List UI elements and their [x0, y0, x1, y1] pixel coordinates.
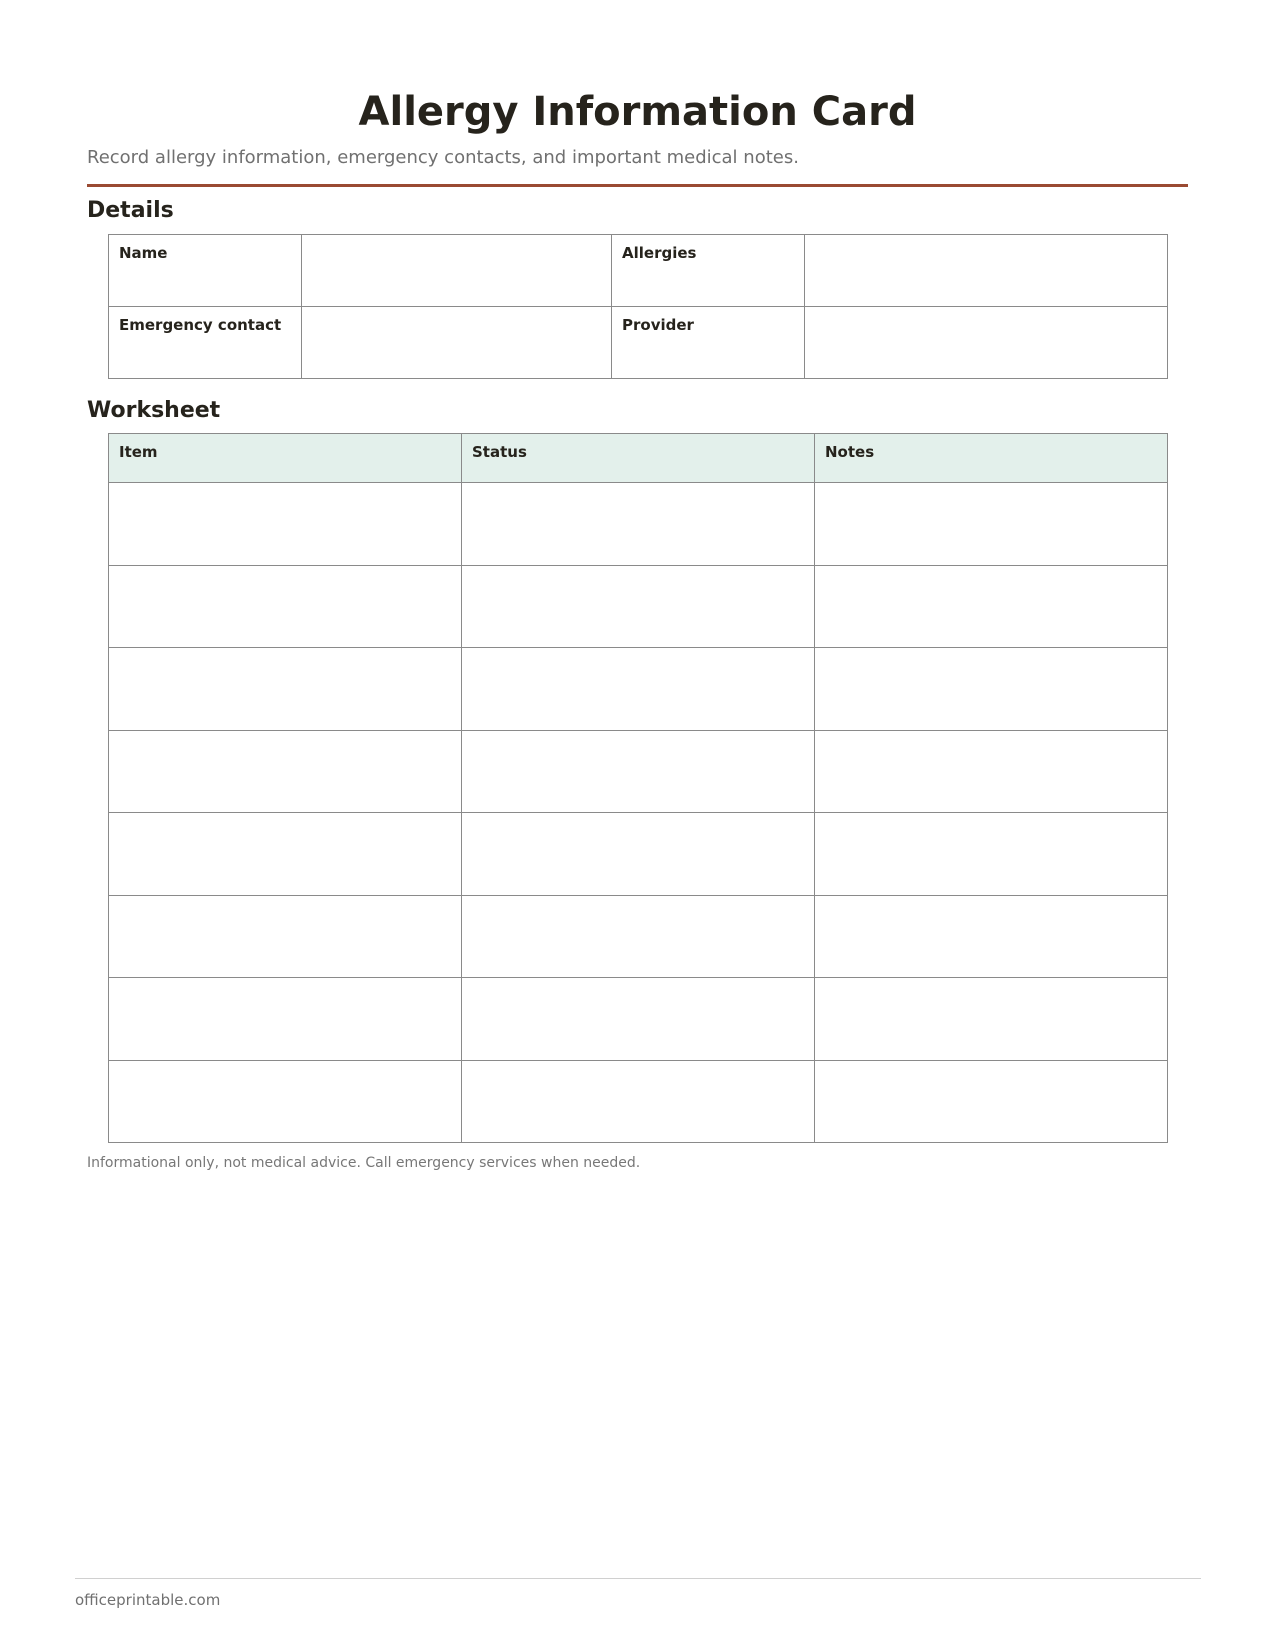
cell-status[interactable]	[462, 648, 815, 731]
footer-site: officeprintable.com	[75, 1591, 221, 1609]
details-label-provider: Provider	[612, 307, 805, 379]
cell-notes[interactable]	[815, 730, 1168, 813]
cell-status[interactable]	[462, 813, 815, 896]
details-row	[109, 235, 1168, 307]
details-table	[108, 234, 1168, 379]
table-row	[109, 978, 1168, 1061]
cell-notes[interactable]	[815, 483, 1168, 566]
cell-item[interactable]	[109, 483, 462, 566]
cell-status[interactable]	[462, 1060, 815, 1143]
title-divider	[87, 184, 1188, 187]
details-value-emergency-contact[interactable]	[302, 307, 612, 379]
cell-notes[interactable]	[815, 895, 1168, 978]
footer-divider	[75, 1578, 1201, 1579]
table-row	[109, 895, 1168, 978]
cell-status[interactable]	[462, 895, 815, 978]
table-row	[109, 483, 1168, 566]
cell-item[interactable]	[109, 648, 462, 731]
worksheet-heading: Worksheet	[87, 398, 221, 423]
column-header-notes: Notes	[815, 434, 1168, 483]
table-row	[109, 730, 1168, 813]
worksheet-body	[109, 483, 1168, 1143]
column-header-item: Item	[109, 434, 462, 483]
worksheet-table	[108, 433, 1168, 1143]
cell-item[interactable]	[109, 565, 462, 648]
details-heading: Details	[87, 198, 174, 223]
cell-item[interactable]	[109, 978, 462, 1061]
cell-item[interactable]	[109, 1060, 462, 1143]
cell-notes[interactable]	[815, 978, 1168, 1061]
details-label-name: Name	[109, 235, 302, 307]
cell-notes[interactable]	[815, 1060, 1168, 1143]
cell-notes[interactable]	[815, 813, 1168, 896]
table-row	[109, 565, 1168, 648]
cell-status[interactable]	[462, 483, 815, 566]
details-label-emergency-contact: Emergency contact	[109, 307, 302, 379]
page-title: Allergy Information Card	[358, 89, 917, 135]
cell-notes[interactable]	[815, 648, 1168, 731]
details-row	[109, 307, 1168, 379]
table-row	[109, 1060, 1168, 1143]
disclaimer: Informational only, not medical advice. Call emergency services when needed.	[87, 1155, 641, 1171]
cell-item[interactable]	[109, 813, 462, 896]
column-header-status: Status	[462, 434, 815, 483]
details-value-provider[interactable]	[805, 307, 1168, 379]
cell-status[interactable]	[462, 565, 815, 648]
table-row	[109, 648, 1168, 731]
details-value-allergies[interactable]	[805, 235, 1168, 307]
page-subtitle: Record allergy information, emergency contacts, and important medical notes.	[87, 147, 799, 168]
cell-item[interactable]	[109, 895, 462, 978]
cell-status[interactable]	[462, 978, 815, 1061]
cell-status[interactable]	[462, 730, 815, 813]
cell-item[interactable]	[109, 730, 462, 813]
table-row	[109, 813, 1168, 896]
details-value-name[interactable]	[302, 235, 612, 307]
cell-notes[interactable]	[815, 565, 1168, 648]
details-label-allergies: Allergies	[612, 235, 805, 307]
worksheet-header-row	[109, 434, 1168, 483]
